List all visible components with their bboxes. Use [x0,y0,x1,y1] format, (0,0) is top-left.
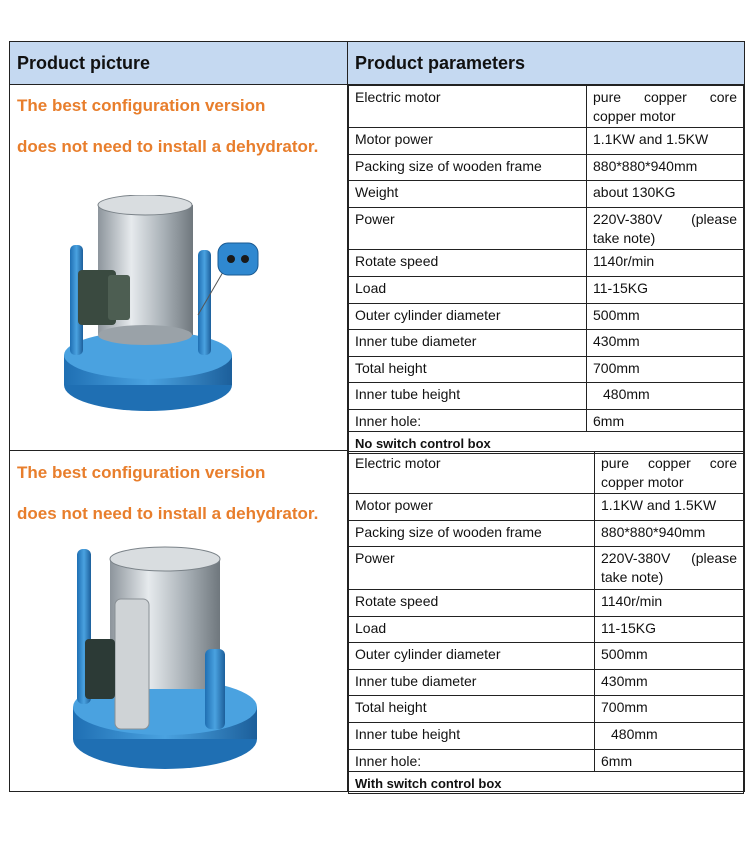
promo-line-2: does not need to install a dehydrator. [17,137,319,156]
dehydrator-machine-image-1 [48,195,298,430]
param-value: pure copper core copper motor [587,86,744,128]
product-picture-cell-1 [10,85,348,451]
table-row [349,643,744,670]
table-row [349,128,744,155]
table-row [349,208,744,250]
table-row [349,772,744,794]
param-key: Motor power [349,128,587,155]
param-value: 1.1KW and 1.5KW [595,494,744,521]
param-value: 700mm [587,357,744,383]
param-key: Total height [349,357,587,383]
param-key: Load [349,617,595,643]
table-row [349,410,744,432]
table-row [349,696,744,723]
table-row [349,590,744,617]
control-box-note: No switch control box [349,432,744,454]
parameters-table-2 [348,451,744,794]
table-row [349,617,744,643]
param-key: Inner tube height [349,723,595,750]
table-row [349,181,744,208]
parameters-table-1 [348,85,744,454]
header-product-parameters: Product parameters [348,42,744,85]
table-row [349,494,744,521]
param-key: Outer cylinder diameter [349,304,587,330]
param-value: pure copper core copper motor [595,452,744,494]
table-row [349,155,744,181]
promo-line-2: does not need to install a dehydrator. [17,504,319,523]
param-key: Inner tube diameter [349,670,595,696]
param-key: Electric motor [349,452,595,494]
param-value: 6mm [595,750,744,772]
param-key: Rotate speed [349,590,595,617]
param-key: Outer cylinder diameter [349,643,595,670]
table-row [349,330,744,357]
param-key: Inner tube diameter [349,330,587,357]
control-box-note: With switch control box [349,772,744,794]
param-value: 1140r/min [587,250,744,277]
param-value: 430mm [587,330,744,357]
table-row [349,383,744,410]
param-key: Inner tube height [349,383,587,410]
param-value: 500mm [587,304,744,330]
table-row [349,750,744,772]
table-row [349,452,744,494]
param-value: 1140r/min [595,590,744,617]
param-value: 220V-380V (please take note) [595,547,744,590]
param-value: 6mm [587,410,744,432]
param-key: Load [349,277,587,304]
param-key: Power [349,208,587,250]
param-value: 500mm [595,643,744,670]
param-key: Electric motor [349,86,587,128]
promo-line-1: The best configuration version [17,463,266,482]
param-value: 11-15KG [587,277,744,304]
param-value: 1.1KW and 1.5KW [587,128,744,155]
param-value: 480mm [595,723,744,750]
table-row [349,304,744,330]
table-row [349,277,744,304]
param-value: 220V-380V (please take note) [587,208,744,250]
table-row [349,521,744,547]
param-value: 880*880*940mm [595,521,744,547]
param-key: Packing size of wooden frame [349,155,587,181]
param-key: Inner hole: [349,410,587,432]
product-picture-cell-2 [10,451,348,791]
table-row [349,357,744,383]
table-row [349,670,744,696]
param-value: 480mm [587,383,744,410]
param-key: Total height [349,696,595,723]
param-value: 11-15KG [595,617,744,643]
param-value: 700mm [595,696,744,723]
spec-table [9,41,745,792]
param-key: Rotate speed [349,250,587,277]
param-key: Packing size of wooden frame [349,521,595,547]
table-row [349,723,744,750]
header-product-picture: Product picture [10,42,348,85]
param-key: Weight [349,181,587,208]
promo-line-1: The best configuration version [17,96,266,115]
param-key: Power [349,547,595,590]
param-value: 880*880*940mm [587,155,744,181]
table-row [349,547,744,590]
dehydrator-machine-image-2 [55,539,265,779]
param-value: 430mm [595,670,744,696]
table-row [349,86,744,128]
param-key: Inner hole: [349,750,595,772]
param-value: about 130KG [587,181,744,208]
table-row [349,250,744,277]
param-key: Motor power [349,494,595,521]
